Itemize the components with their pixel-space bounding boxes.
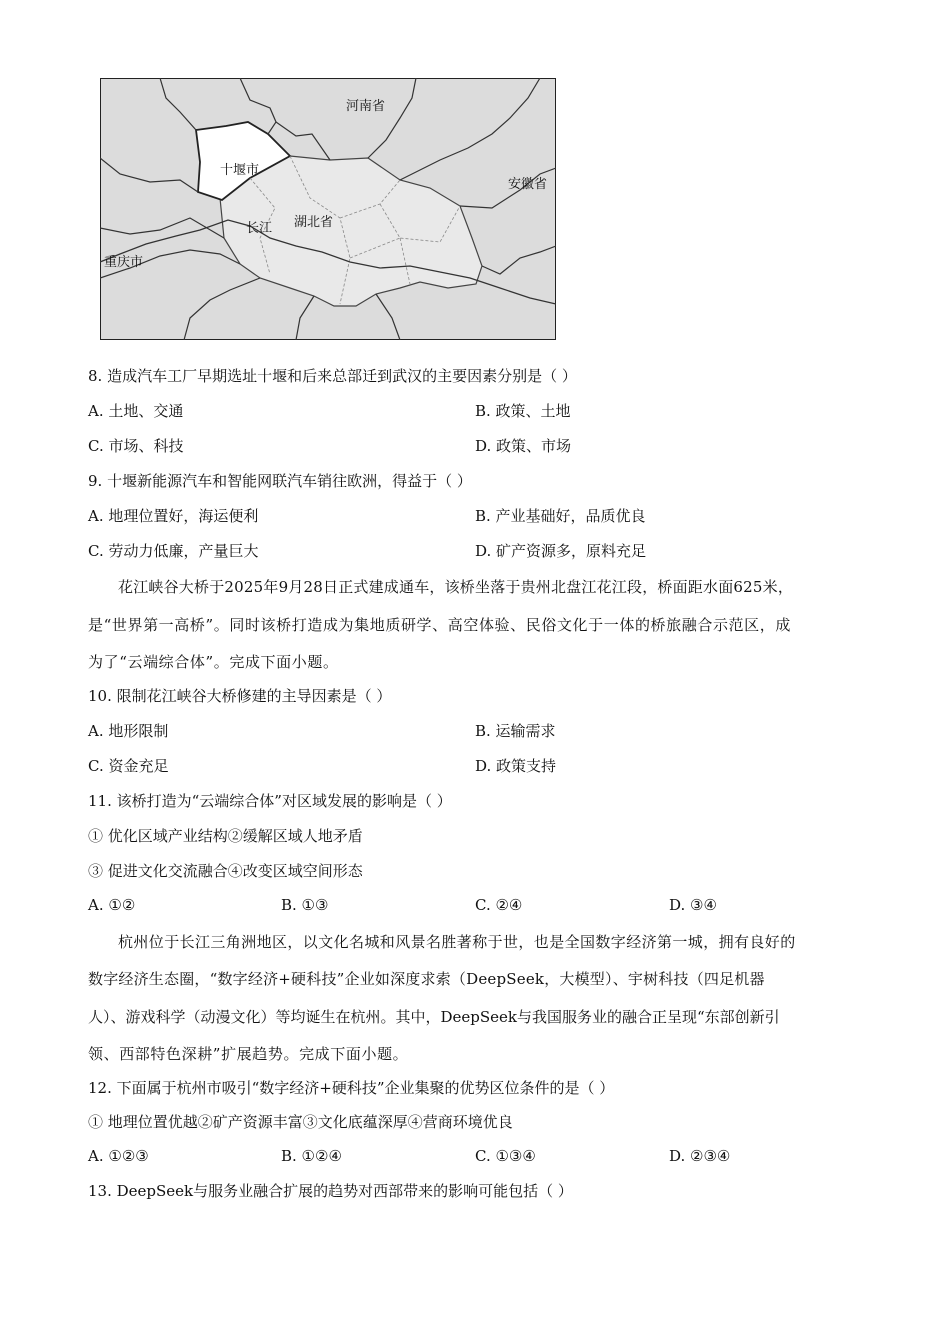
q11-option-b[interactable]: B. ①③ [281, 896, 329, 914]
q9-option-d[interactable]: D. 矿产资源多，原料充足 [475, 542, 647, 560]
q8-option-c[interactable]: C. 市场、科技 [88, 437, 184, 455]
passage-hangzhou-line-3: 人）、游戏科学（动漫文化）等均诞生在杭州。其中，DeepSeek与我国服务业的融合正呈现“东部创新引 [88, 1008, 780, 1026]
q10-option-a[interactable]: A. 地形限制 [88, 722, 169, 740]
q12-statements: ① 地理位置优越②矿产资源丰富③文化底蕴深厚④营商环境优良 [88, 1113, 513, 1131]
q12-option-c[interactable]: C. ①③④ [475, 1147, 536, 1165]
passage-hangzhou-line-4: 领、西部特色深耕”扩展趋势。完成下面小题。 [88, 1045, 409, 1063]
q12-option-a[interactable]: A. ①②③ [88, 1147, 149, 1165]
q11-stem: 11. 该桥打造为“云端综合体”对区域发展的影响是（ ） [88, 792, 452, 810]
passage-bridge-line-2: 是“世界第一高桥”。同时该桥打造成为集地质研学、高空体验、民俗文化于一体的桥旅融合示范区，成 [88, 616, 791, 634]
q10-option-c[interactable]: C. 资金充足 [88, 757, 169, 775]
q8-option-d[interactable]: D. 政策、市场 [475, 437, 572, 455]
q8-option-b[interactable]: B. 政策、土地 [475, 402, 571, 420]
q8-option-a[interactable]: A. 土地、交通 [88, 402, 184, 420]
map-label-hubei: 湖北省 [294, 215, 334, 230]
q12-option-d[interactable]: D. ②③④ [669, 1147, 731, 1165]
q11-option-a[interactable]: A. ①② [88, 896, 136, 914]
q11-option-d[interactable]: D. ③④ [669, 896, 717, 914]
q11-statements-2: ③ 促进文化交流融合④改变区域空间形态 [88, 862, 363, 880]
q8-stem: 8. 造成汽车工厂早期选址十堰和后来总部迁到武汉的主要因素分别是（ ） [88, 367, 577, 385]
map-label-chongqing: 重庆市 [104, 255, 144, 270]
passage-hangzhou-line-1: 杭州位于长江三角洲地区，以文化名城和风景名胜著称于世，也是全国数字经济第一城，拥有良好的 [118, 933, 796, 951]
passage-bridge-line-3: 为了“云端综合体”。完成下面小题。 [88, 653, 339, 671]
q10-option-b[interactable]: B. 运输需求 [475, 722, 556, 740]
map-label-henan: 河南省 [346, 99, 386, 114]
q9-option-a[interactable]: A. 地理位置好，海运便利 [88, 507, 259, 525]
map-label-anhui: 安徽省 [508, 177, 548, 192]
passage-bridge-line-1: 花江峡谷大桥于2025年9月28日正式建成通车，该桥坐落于贵州北盘江花江段，桥面距水面625米， [118, 578, 794, 596]
q9-option-c[interactable]: C. 劳动力低廉，产量巨大 [88, 542, 259, 560]
q12-option-b[interactable]: B. ①②④ [281, 1147, 342, 1165]
q9-stem: 9. 十堰新能源汽车和智能网联汽车销往欧洲，得益于（ ） [88, 472, 472, 490]
q12-stem: 12. 下面属于杭州市吸引“数字经济+硬科技”企业集聚的优势区位条件的是（ ） [88, 1079, 615, 1097]
q11-option-c[interactable]: C. ②④ [475, 896, 523, 914]
q11-statements-1: ① 优化区域产业结构②缓解区域人地矛盾 [88, 827, 363, 845]
q13-stem: 13. DeepSeek与服务业融合扩展的趋势对西部带来的影响可能包括（ ） [88, 1182, 573, 1200]
q10-stem: 10. 限制花江峡谷大桥修建的主导因素是（ ） [88, 687, 392, 705]
passage-hangzhou-line-2: 数字经济生态圈，“数字经济+硬科技”企业如深度求索（DeepSeek，大模型）、宇树科技（四足机器 [88, 970, 765, 988]
map-label-shiyan: 十堰市 [220, 163, 260, 178]
q9-option-b[interactable]: B. 产业基础好，品质优良 [475, 507, 646, 525]
q10-option-d[interactable]: D. 政策支持 [475, 757, 557, 775]
hubei-map [100, 78, 556, 340]
map-label-changjiang: 长江 [246, 221, 273, 236]
